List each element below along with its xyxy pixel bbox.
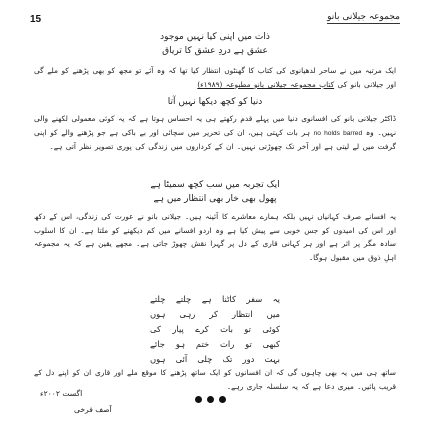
closing-date: اگست ۲۰۰۲ء: [40, 389, 83, 398]
paragraph-4-text: ساتھ ہی میں یہ بھی چاہوں گی کہ ان افسانوں کو ایک ساتھ پڑھنے کا موقع ملے اور قاری ان کو اپنے دل کے قریب پائیں۔ میری دعا ہے کہ یہ سلسلہ جاری رہے۔: [34, 368, 396, 391]
paragraph-2-text-before: ڈاکٹر جیلانی بانو کی افسانوی دنیا میں پہلے قدم رکھتے ہی یہ احساس ہوتا ہے کہ یہ کوئی معمولی لکھنے والی نہیں۔ وہ: [34, 114, 396, 137]
ornament-dot: [207, 396, 214, 403]
section-end-ornament: [195, 396, 226, 403]
verse-line-5: بہت دور تک چلی آئی ہوں: [150, 354, 280, 364]
page-number: 15: [30, 14, 42, 25]
paragraph-1: [34, 64, 396, 91]
verse-line-3: کوئی تو بات کرے پیار کی: [150, 324, 280, 334]
paragraph-3: [34, 210, 396, 288]
verse-line-1: یہ سفر کاٹنا ہے چلتے چلتے: [150, 294, 280, 304]
paragraph-3-text: یہ افسانے صرف کہانیاں نہیں بلکہ ہمارے معاشرے کا آئینہ ہیں۔ جیلانی بانو نے عورت کی زندگی، اس کے دکھ اور اس کی امیدوں کو جس خوبی سے پیش کیا ہے وہ اردو افسانے میں کم دیکھنے کو ملتا ہے۔ ان کا اسلوب سادہ مگر پر اثر ہے اور ہر کہانی قاری کے دل پر گہرا نقش چھوڑ جاتی ہے۔ مجھے یقین ہے کہ یہ مجموعہ اہلِ ذوق میں مقبول ہوگا۔: [34, 212, 396, 262]
paragraph-2: [34, 112, 396, 176]
running-title: مجموعہ جیلانی بانو: [327, 12, 400, 22]
couplet-top-line-1: ذات میں اپنی کیا نہیں موجود: [160, 32, 270, 42]
verse-line-4: کبھی تو رات ختم ہو جائے: [150, 339, 280, 349]
couplet-mid-line: دنیا کو کچھ دیکھا نہیں آتا: [167, 97, 263, 107]
couplet-top-line-2: عشق ہے دردِ عشق کا تریاق: [162, 46, 268, 56]
verse-line-2: میں انتظار کر رہی ہوں: [150, 309, 280, 319]
ornament-dot: [195, 396, 202, 403]
closing-author: آصف فرخی: [74, 405, 112, 414]
couplet-3-line-1: ایک تجربہ میں سب کچھ سمیٹا ہے: [150, 180, 280, 190]
ornament-dot: [219, 396, 226, 403]
couplet-3-line-2: پھول بھی خار بھی انتظار میں ہے: [153, 194, 277, 204]
paragraph-1-underlined-reference: کتاب مجموعہ جیلانی بانو مطبوعہ (۱۹۸۹ء): [197, 79, 335, 89]
paragraph-2-english-phrase: no holds barred: [313, 129, 363, 137]
paragraph-4: [34, 366, 396, 392]
paragraph-2-text-after: ہر بات کہتی ہیں، ان کی تحریر میں سچائی اور بے باکی ہے جو پڑھنے والے کو اپنی گرفت میں لے لیتی ہے اور آخر تک چھوڑتی نہیں۔ ان کے کرداروں میں زندگی کی پوری تصویر نظر آتی ہے۔: [34, 127, 396, 152]
paragraph-1-text: ایک مرتبہ میں نے ساحر لدھیانوی کی کتاب کا گھنٹوں انتظار کیا تھا کہ وہ آئے تو مجھ کو بھی پڑھنے کو ملے گی اور جیلانی بانو کی: [34, 66, 396, 89]
